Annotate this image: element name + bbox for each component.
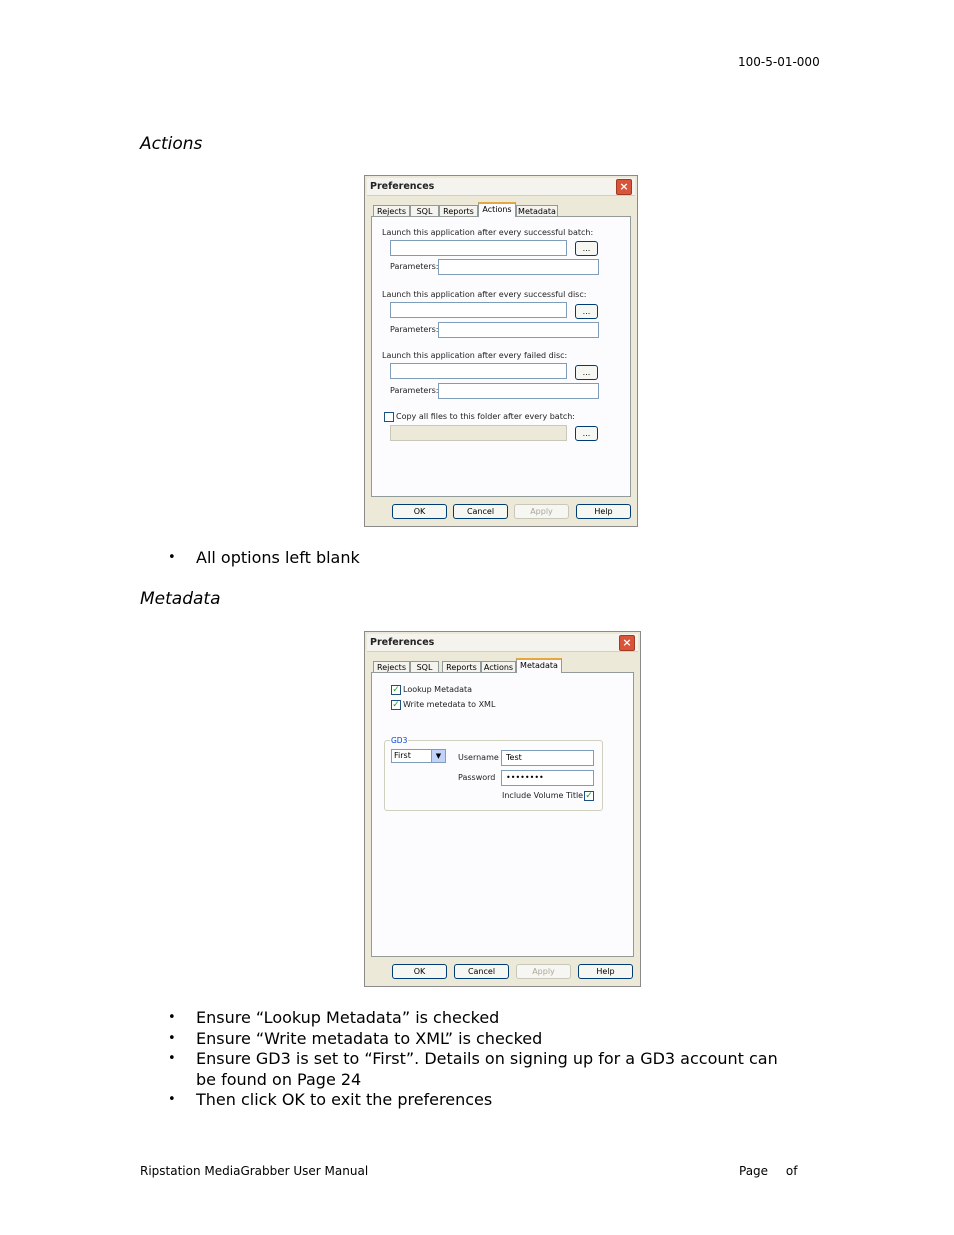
write-xml-checkbox[interactable]: ✓ [392,700,400,710]
write-xml-label: Write metedata to XML [403,700,496,709]
browse-batch-button[interactable]: ... [575,241,598,256]
apply-button[interactable]: Apply [516,964,571,979]
section-title-metadata: Metadata [140,589,221,609]
metadata-bullet-list [160,1008,800,1111]
dialog-titlebar [367,178,635,196]
failed-parameters-input[interactable] [438,383,599,399]
launch-disc-input[interactable] [390,302,567,318]
gd3-mode-select[interactable] [391,749,446,763]
gd3-mode-value: First [394,751,411,760]
close-icon[interactable]: × [619,635,635,651]
close-icon[interactable]: × [616,179,632,195]
password-input[interactable]: •••••••• [501,770,594,786]
tab-reports[interactable]: Reports [439,205,478,217]
parameters-label: Parameters: [390,386,439,395]
apply-button[interactable]: Apply [514,504,569,519]
dialog-title: Preferences [370,637,435,648]
metadata-preferences-dialog [364,631,641,987]
ok-button[interactable]: OK [392,504,447,519]
tab-metadata[interactable]: Metadata [516,658,562,673]
browse-folder-button[interactable]: ... [575,426,598,441]
username-label: Username [458,753,499,762]
gd3-group-label: GD3 [391,736,408,745]
launch-disc-label: Launch this application after every successful disc: [382,290,587,299]
dialog-title: Preferences [370,181,435,192]
actions-bullet-list [160,548,360,569]
disc-parameters-input[interactable] [438,322,599,338]
tab-sql[interactable]: SQL [410,205,439,217]
metadata-tab-panel [371,672,634,957]
list-item: • All options left blank [160,548,360,569]
tab-sql[interactable]: SQL [410,661,439,673]
copy-files-checkbox[interactable] [384,412,394,422]
ok-button[interactable]: OK [392,964,447,979]
tab-rejects[interactable]: Rejects [373,661,410,673]
list-item: • Then click OK to exit the preferences [160,1090,800,1111]
tab-actions[interactable]: Actions [478,202,516,217]
password-label: Password [458,773,496,782]
browse-disc-button[interactable]: ... [575,304,598,319]
parameters-label: Parameters: [390,325,439,334]
list-item: • Ensure GD3 is set to “First”. Details on signing up for a GD3 account can be found on Page 24 [160,1049,800,1090]
lookup-metadata-label: Lookup Metadata [403,685,473,694]
launch-failed-label: Launch this application after every failed disc: [382,351,568,360]
list-item: • Ensure “Write metadata to XML” is checked [160,1029,800,1050]
cancel-button[interactable]: Cancel [453,504,508,519]
help-button[interactable]: Help [578,964,633,979]
launch-failed-input[interactable] [390,363,567,379]
batch-parameters-input[interactable] [438,259,599,275]
launch-batch-label: Launch this application after every successful batch: [382,228,594,237]
lookup-metadata-checkbox[interactable]: ✓ [392,685,400,695]
launch-batch-input[interactable] [390,240,567,256]
username-input[interactable]: Test [501,750,594,766]
dialog-titlebar [367,634,638,652]
chevron-down-icon: ▼ [431,750,445,762]
include-volume-checkbox[interactable]: ✓ [585,791,593,801]
actions-tab-panel [371,216,631,497]
tab-reports[interactable]: Reports [442,661,481,673]
tab-metadata[interactable]: Metadata [516,205,558,217]
copy-folder-input[interactable] [390,425,567,441]
include-volume-label: Include Volume Title [502,791,584,800]
actions-preferences-dialog [364,175,638,527]
tab-actions[interactable]: Actions [481,661,516,673]
footer-page-label: Page of [739,1164,798,1178]
copy-files-label: Copy all files to this folder after every batch: [396,412,575,421]
doc-number: 100-5-01-000 [738,55,820,69]
list-item: • Ensure “Lookup Metadata” is checked [160,1008,800,1029]
parameters-label: Parameters: [390,262,439,271]
cancel-button[interactable]: Cancel [454,964,509,979]
footer-title: Ripstation MediaGrabber User Manual [140,1164,369,1178]
help-button[interactable]: Help [576,504,631,519]
browse-failed-button[interactable]: ... [575,365,598,380]
tab-rejects[interactable]: Rejects [373,205,410,217]
section-title-actions: Actions [140,134,203,154]
